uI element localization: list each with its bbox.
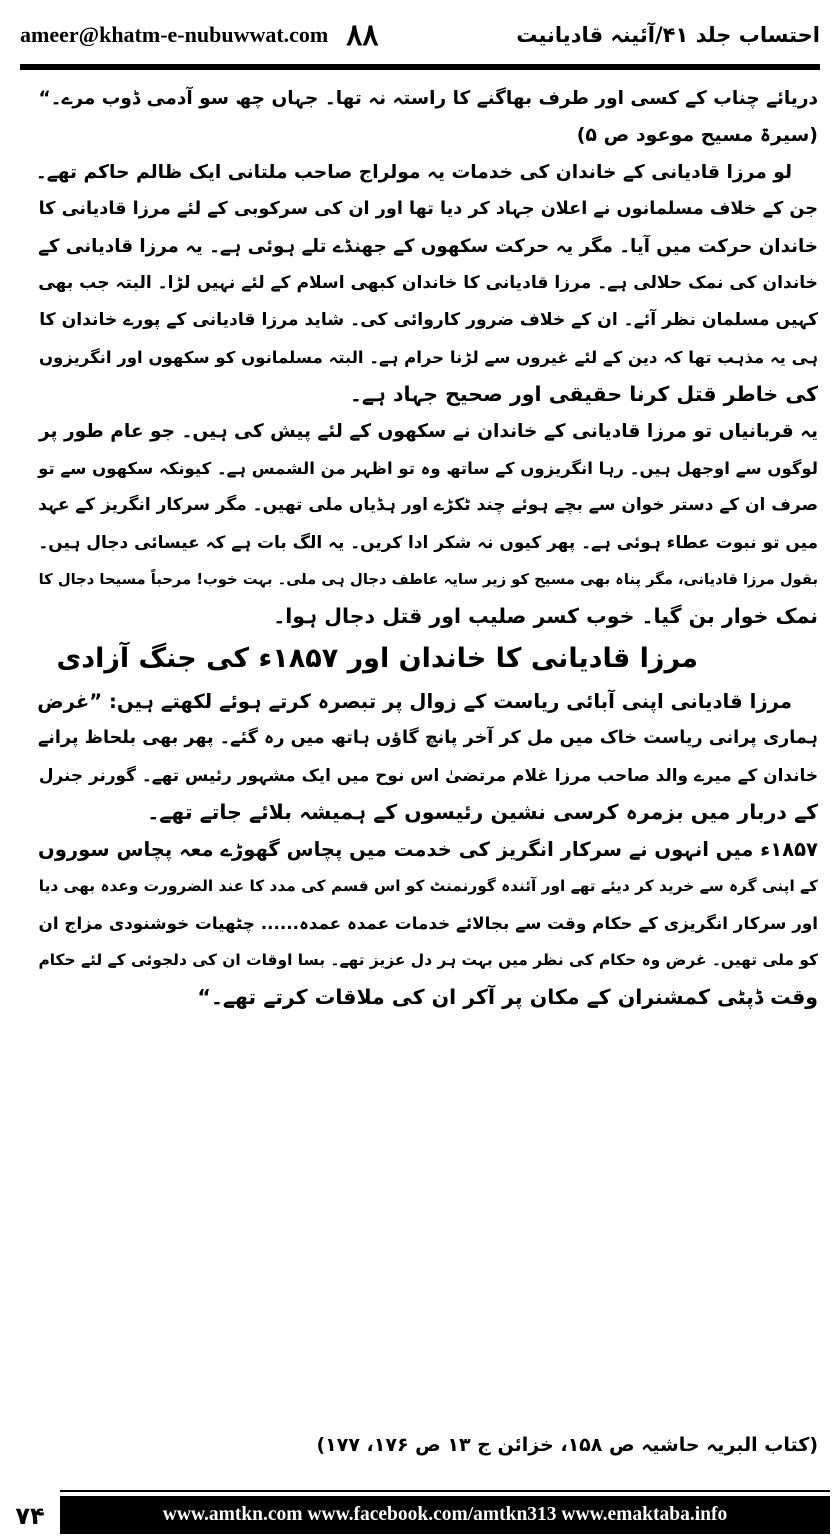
header-rule <box>20 64 820 70</box>
text-line: ۱۸۵۷ء میں انہوں نے سرکار انگریز کی خدمت میں پچاس گھوڑے معہ پچاس سوروں <box>38 838 818 861</box>
text-line: میں تو نبوت عطاء ہوئی ہے۔ پھر کیوں نہ شکر ادا کریں۔ یہ الگ بات ہے کہ عیسائی دجال ہیں۔ <box>38 532 818 552</box>
text-line: کہیں مسلمان نظر آئے۔ ان کے خلاف ضرور کاروائی کی۔ شاید مرزا قادیانی کے پورے خاندان کا <box>39 310 818 330</box>
page-header <box>20 12 820 58</box>
text-line: کے اپنی گرہ سے خرید کر دیئے تھے اور آئندہ گورنمنٹ کو اس قسم کی مدد کا عند الضرورت وعدہ بھی دیا <box>38 877 818 895</box>
text-line: صرف ان کے دستر خوان سے بچے ہوئے چند ٹکڑے اور ہڈیاں ملی تھیں۔ مگر سرکار انگریز کے عہد <box>38 495 818 515</box>
text-line: کے دربار میں بزمرہ کرسی نشین رئیسوں کے ہمیشہ بلائے جاتے تھے۔ <box>147 800 818 824</box>
article-body <box>22 80 818 1016</box>
section-heading: مرزا قادیانی کا خاندان اور ۱۸۵۷ء کی جنگ آزادی <box>56 643 698 674</box>
text-line: اور سرکار انگریزی کے حکام وقت سے بجالائے خدمات عمدہ عمدہ...... چٹھیات خوشنودی مزاج ان <box>38 913 818 933</box>
text-line: لوگوں سے اوجھل ہیں۔ رہا انگریزوں کے ساتھ وہ تو اظہر من الشمس ہے۔ کیونکہ سکھوں سے تو <box>38 459 818 478</box>
book-title: احتساب جلد ۴۱/آئینہ قادیانیت <box>516 23 820 47</box>
text-line: ہی یہ مذہب تھا کہ دین کے لئے غیروں سے لڑنا حرام ہے۔ البتہ مسلمانوں کو سکھوں اور انگریزوں <box>38 348 818 367</box>
footer-bar <box>60 1496 830 1534</box>
text-line: بقول مرزا قادیانی، مگر پناہ بھی مسیح کو زیر سایہ عاطف دجال ہی ملی۔ بہت خوب! مرحباً مسیحا دجال کا <box>38 571 818 588</box>
citation: (سیرۃ مسیح موعود ص ۵) <box>576 124 818 146</box>
reference-citation: (کتاب البریہ حاشیہ ص ۱۵۸، خزائن ج ۱۳ ص ۱۷۶، ۱۷۷) <box>316 1434 818 1456</box>
text-line: کو ملی تھیں۔ غرض وہ حکام کی نظر میں بہت ہر دل عزیز تھے۔ بسا اوقات ان کی دلجوئی کے لئے حکام <box>38 951 818 969</box>
text-line: کی خاطر قتل کرنا حقیقی اور صحیح جہاد ہے۔ <box>349 382 818 406</box>
header-left <box>20 18 379 53</box>
text-line: جن کے خلاف مسلمانوں نے اعلان جہاد کر دیا تھا اور ان کی سرکوبی کے لئے مرزا قادیانی کا <box>38 199 818 219</box>
text-line: خاندان کی نمک حلالی ہے۔ مرزا قادیانی کا خاندان کبھی اسلام کے لئے نہیں لڑا۔ البتہ جب بھی <box>38 273 818 293</box>
text-line: وقت ڈپٹی کمشنران کے مکان پر آکر ان کی ملاقات کرتے تھے۔“ <box>197 985 818 1009</box>
page-footer <box>0 1490 840 1540</box>
text-line: خاندان حرکت میں آیا۔ مگر یہ حرکت سکھوں کے جھنڈے تلے ہوئی ہے۔ یہ مرزا قادیانی کے <box>38 236 818 257</box>
email-address: ameer@khatm-e-nubuwwat.com <box>20 22 329 47</box>
text-line: دریائے چناب کے کسی اور طرف بھاگنے کا راستہ نہ تھا۔ جہاں چھ سو آدمی ڈوب مرے۔“ <box>38 88 818 109</box>
text-line: یہ قربانیاں تو مرزا قادیانی کے خاندان نے سکھوں کے لئے پیش کی ہیں۔ جو عام طور پر <box>38 421 818 442</box>
text-line: نمک خوار بن گیا۔ خوب کسر صلیب اور قتل دجال ہوا۔ <box>273 604 818 628</box>
footer-rule <box>60 1490 830 1492</box>
footer-page-number: ۷۴ <box>15 1502 45 1530</box>
page-number: ۸۸ <box>346 18 379 52</box>
text-line: لو مرزا قادیانی کے خاندان کی خدمات یہ مولراج صاحب ملتانی ایک ظالم حاکم تھے۔ <box>35 162 792 183</box>
footer-urls[interactable]: www.amtkn.com www.facebook.com/amtkn313 www.emaktaba.info <box>162 1504 728 1525</box>
text-line: خاندان کے میرے والد صاحب مرزا غلام مرتضیٰ اس نوح میں ایک مشہور رئیس تھے۔ گورنر جنرل <box>38 765 818 785</box>
text-line: ہماری پرانی ریاست خاک میں مل کر آخر پانچ گاؤں ہاتھ میں رہ گئے۔ پھر بھی بلحاظ پرانے <box>37 728 818 748</box>
text-line: مرزا قادیانی اپنی آبائی ریاست کے زوال پر تبصرہ کرتے ہوئے لکھتے ہیں: ”غرض <box>37 690 792 713</box>
